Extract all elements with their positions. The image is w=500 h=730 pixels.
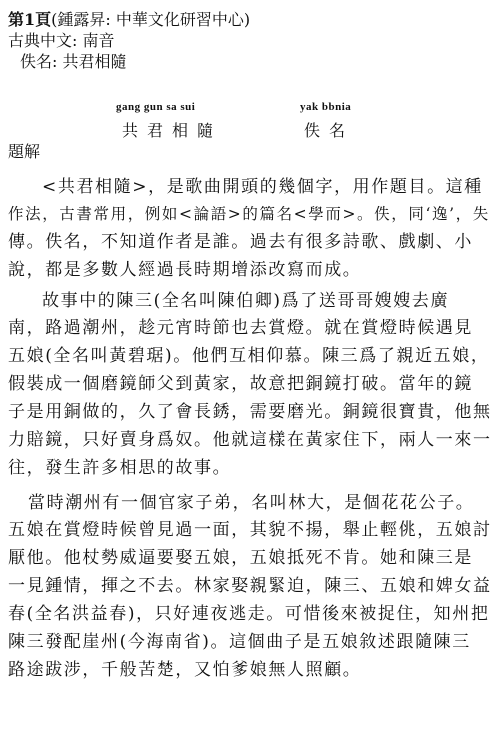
hanzi-title: 共君相隨	[122, 121, 223, 140]
body-line: 作法，古書常用，例如<論語>的篇名<學而>。佚，同‘逸’，失	[8, 205, 490, 223]
body-line: <共君相隨>，是歌曲開頭的幾個字，用作題目。這種	[42, 177, 483, 197]
body-line: 厭他。他杖勢威逼要娶五娘，五娘抵死不肯。她和陳三是	[8, 548, 473, 568]
body-line: 當時潮州有一個官家子弟，名叫林大，是個花花公子。	[28, 493, 475, 513]
body-line: 陳三發配崖州(今海南省)。這個曲子是五娘敘述跟隨陳三	[8, 632, 471, 652]
body-line: 五娘在賞燈時候曾見過一面，其貌不揚，舉止輕佻，五娘討	[8, 520, 492, 540]
body-line: 子是用銅做的，久了會長銹，需要磨光。銅鏡很寶貴，他無	[8, 402, 492, 422]
romanization-author: yak bbnia	[300, 101, 352, 113]
body-line: 說，都是多數人經過長時期增添改寫而成。	[8, 260, 362, 280]
romanization-title: gang gun sa sui	[116, 101, 196, 113]
page-header	[8, 10, 250, 30]
body-line: 一見鍾情，揮之不去。林家娶親緊迫，陳三、五娘和婢女益	[8, 576, 492, 596]
section-title: 題解	[8, 142, 41, 161]
body-line: 傳。佚名，不知道作者是誰。過去有很多詩歌、戲劇、小	[8, 232, 473, 252]
body-line: 假裝成一個磨鏡師父到黃家，故意把銅鏡打破。當年的鏡	[8, 374, 473, 394]
body-line: 路途跋涉，千般苦楚，又怕爹娘無人照顧。	[8, 660, 362, 680]
body-line: 春(全名洪益春)，只好連夜逃走。可惜後來被捉住，知州把	[8, 604, 490, 624]
page-label: 第1頁	[8, 10, 52, 29]
body-line: 南，路過潮州，趁元宵時節也去賞燈。就在賞燈時候遇見	[8, 318, 473, 338]
hanzi-author: 佚名	[304, 121, 355, 140]
body-line: 力賠鏡，只好賣身爲奴。他就這樣在黃家住下，兩人一來一	[8, 430, 492, 450]
body-line: 五娘(全名叫黃碧琚)。他們互相仰慕。陳三爲了親近五娘，	[8, 346, 490, 366]
body-line: 往，發生許多相思的故事。	[8, 458, 232, 478]
author-title-line: 佚名: 共君相隨	[20, 52, 127, 71]
source-credit: (鍾露昇: 中華文化研習中心)	[51, 10, 251, 29]
category-line: 古典中文: 南音	[8, 31, 115, 50]
body-line: 故事中的陳三(全名叫陳伯卿)爲了送哥哥嫂嫂去廣	[42, 291, 450, 311]
